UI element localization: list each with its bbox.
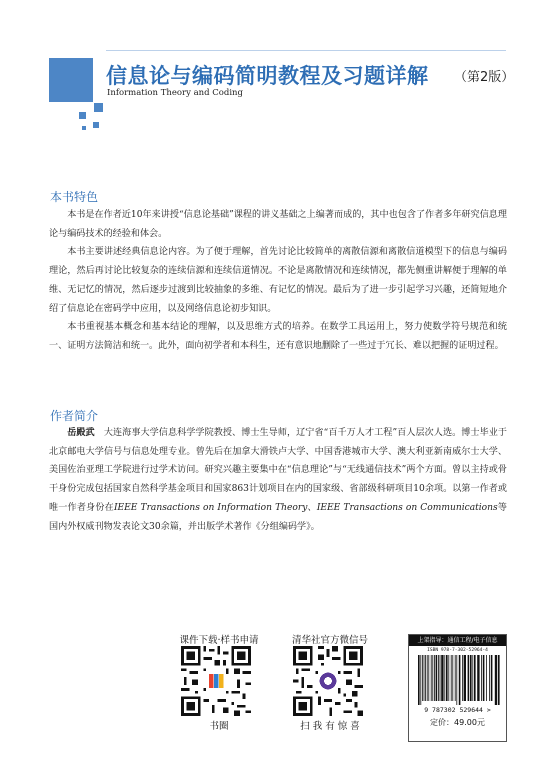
- barcode-bar: [452, 655, 453, 701]
- shelving-category: 上架指导：通信工程/电子信息: [409, 635, 506, 646]
- features-text: [49, 206, 507, 356]
- decor-square-large: [49, 58, 93, 102]
- barcode-bar: [486, 655, 487, 701]
- barcode-bar: [425, 655, 426, 701]
- decor-square-small: [94, 103, 103, 112]
- barcode-bar: [454, 655, 455, 701]
- barcode-bar: [446, 655, 448, 701]
- features-paragraph: 本书重视基本概念和基本结论的理解，以及思维方式的培养。在数学工具运用上，努力使数学符号规范和统一、证明方法简洁和统一。此外，面向初学者和本科生，还有意识地删除了一些过于冗长、难以把握的证明过程。: [49, 322, 507, 351]
- barcode-bar: [430, 655, 431, 701]
- qr-caption-top: 课件下载·样书申请: [179, 635, 259, 646]
- features-paragraph: 本书是在作者近10年来讲授“信息论基础”课程的讲义基础之上编著而成的，其中也包含了作者多年研究信息理论与编码技术的经验和体会。: [49, 210, 507, 239]
- barcode-bar: [494, 655, 496, 705]
- separator: 、: [307, 502, 317, 513]
- barcode-bar: [432, 655, 433, 701]
- features-paragraph: 本书主要讲述经典信息论内容。为了便于理解，首先讨论比较简单的离散信源和离散信道模型下的信息与编码理论，然后再讨论比较复杂的连续信源和连续信道情况。不论是离散情况和连续情况，都先侧重讲解便于理解的单维、无记忆的情况，然后逐步过渡到比较抽象的多维、有记忆的情况。最后为了进一步引起学习兴趣，还简短地介绍了信息论在密码学中应用，以及网络信息论初步知识。: [49, 247, 507, 314]
- barcode-bar: [444, 655, 445, 701]
- book-title: 信息论与编码简明教程及习题详解: [106, 63, 429, 88]
- barcode-bar: [441, 655, 443, 701]
- barcode-bar: [422, 655, 423, 701]
- barcode-bar: [474, 655, 476, 701]
- barcode-bar: [498, 655, 500, 705]
- qr-caption-bottom: 扫 我 有 惊 喜: [300, 721, 360, 732]
- isbn-text: ISBN 978-7-302-52964-4: [427, 648, 488, 653]
- barcode-bar: [426, 655, 427, 701]
- author-heading: 作者简介: [50, 409, 99, 423]
- book-subtitle: Information Theory and Coding: [107, 88, 243, 98]
- features-heading: 本书特色: [50, 190, 99, 204]
- book-stack-icon: [206, 671, 226, 691]
- decor-square-small: [82, 126, 86, 130]
- barcode-bar: [489, 655, 490, 701]
- publisher-logo-icon: [318, 671, 338, 691]
- barcode-bar: [463, 655, 465, 701]
- barcode-bar: [482, 655, 484, 701]
- barcode-bar: [470, 655, 472, 701]
- barcode-bar: [434, 655, 435, 701]
- edition-label: （第2版）: [454, 70, 515, 85]
- qr-code-wechat[interactable]: [293, 646, 363, 716]
- barcode-bar: [448, 655, 449, 701]
- barcode-bar: [423, 655, 424, 701]
- barcode-bar: [438, 655, 439, 701]
- barcode-bar: [420, 655, 421, 705]
- journal-name: IEEE Transactions on Information Theory: [113, 502, 308, 513]
- barcode-bar: [490, 655, 492, 701]
- decor-square-small: [93, 122, 99, 128]
- barcode-icon: [416, 655, 500, 705]
- author-name: 岳殿武: [67, 427, 95, 438]
- header-rule: [106, 50, 506, 51]
- barcode-bar: [462, 655, 463, 701]
- barcode-bar: [472, 655, 473, 701]
- barcode-bar: [450, 655, 451, 701]
- journal-name: IEEE Transactions on Communications: [316, 502, 498, 513]
- barcode-bar: [435, 655, 437, 701]
- qr-code-coursewares[interactable]: [181, 646, 251, 716]
- barcode-bar: [439, 655, 440, 701]
- decor-square-small: [79, 112, 86, 119]
- barcode-number: 9 787302 529644 >: [424, 706, 491, 714]
- author-bio-part: 大连海事大学信息科学学院教授、博士生导师，辽宁省“百千万人才工程”百人层次人选。博士毕业于北京邮电大学信号与信息处理专业。曾先后在加拿大滑铁卢大学、中国香港城市大学、澳大利亚新南威尔士大学、美国佐治亚理工学院进行过学术访问。研究兴趣主要集中在“信息理论”与“无线通信技术”两个方面。曾以主持或骨干身份完成包括国家自然科学基金项目和国家863计划项目在内的国家级、省部级科研项目10余项。以第一作者或唯一作者身份在: [49, 428, 507, 513]
- barcode-bar: [458, 655, 460, 705]
- barcode-bar: [428, 655, 429, 701]
- qr-caption-bottom: 书圈: [209, 721, 229, 732]
- author-text: [49, 424, 507, 536]
- barcode-bar: [477, 655, 479, 701]
- barcode-bar: [481, 655, 482, 701]
- author-bio-part: 等国内外权威刊物发表论文30余篇，并出版学术著作《分组编码学》。: [49, 502, 507, 532]
- barcode-bar: [456, 655, 457, 705]
- qr-caption-top: 清华社官方微信号: [291, 635, 368, 646]
- price-label: 定价：49.00元: [430, 718, 485, 727]
- barcode-bar: [467, 655, 469, 701]
- barcode-box: [408, 634, 507, 742]
- barcode-bar: [418, 655, 420, 705]
- author-paragraph: [49, 424, 507, 536]
